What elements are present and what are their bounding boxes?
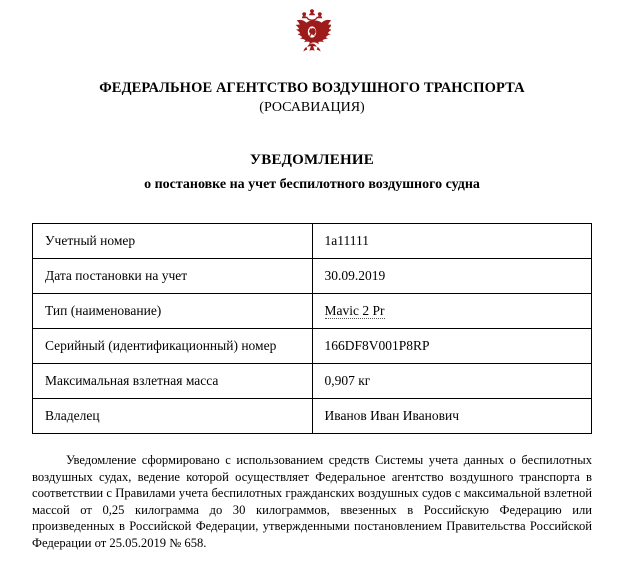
table-row bbox=[33, 224, 592, 259]
emblem-container bbox=[0, 0, 624, 66]
table-row bbox=[33, 259, 592, 294]
table-row bbox=[33, 329, 592, 364]
row-label: Дата постановки на учет bbox=[33, 259, 313, 294]
footnote-paragraph: Уведомление сформировано с использованием средств Системы учета данных о беспилотных воздушных судах, ведение которой осуществляет Федеральное агентство воздушного транспорта в соответствии с Правилами учета беспилотных гражданских воздушных судов с максимальной взлетной массой от 0,25 килограмма до 30 килограммов, ввезенных в Российскую Федерацию или произведенных в Российской Федерации, утвержденными постановлением Правительства Российской Федерации от 25.05.2019 № 658. bbox=[32, 453, 592, 551]
table-row bbox=[33, 294, 592, 329]
table-row bbox=[33, 399, 592, 434]
organization-title: ФЕДЕРАЛЬНОЕ АГЕНТСТВО ВОЗДУШНОГО ТРАНСПОРТА bbox=[99, 80, 525, 96]
russian-coat-of-arms-icon bbox=[293, 8, 331, 56]
row-value: 30.09.2019 bbox=[312, 259, 592, 294]
row-value: 166DF8V001P8RP bbox=[312, 329, 592, 364]
registration-details-table bbox=[32, 223, 592, 434]
row-value-text: Mavic 2 Pr bbox=[324, 303, 385, 318]
table-row bbox=[33, 364, 592, 399]
row-label: Владелец bbox=[33, 399, 313, 434]
row-label: Учетный номер bbox=[33, 224, 313, 259]
row-label: Тип (наименование) bbox=[33, 294, 313, 329]
document-title: УВЕДОМЛЕНИЕ bbox=[250, 152, 374, 168]
registration-details-table-wrap bbox=[32, 223, 592, 434]
row-value bbox=[312, 294, 592, 329]
document-subtitle: о постановке на учет беспилотного воздушного судна bbox=[144, 177, 480, 192]
row-label: Максимальная взлетная масса bbox=[33, 364, 313, 399]
row-value: 1a11111 bbox=[312, 224, 592, 259]
row-value: Иванов Иван Иванович bbox=[312, 399, 592, 434]
row-value: 0,907 кг bbox=[312, 364, 592, 399]
organization-subtitle: (РОСАВИАЦИЯ) bbox=[259, 100, 365, 115]
row-label: Серийный (идентификационный) номер bbox=[33, 329, 313, 364]
